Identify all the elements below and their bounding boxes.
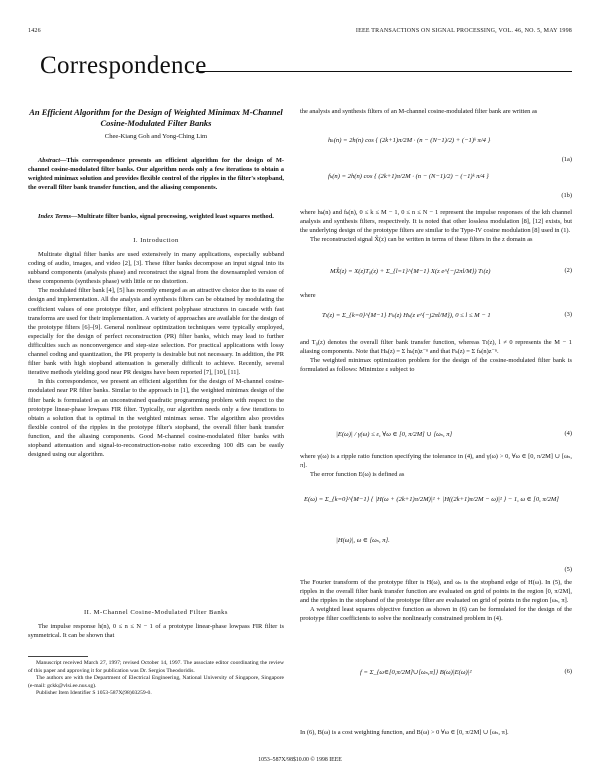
eq2-body: MX̂(z) = X(z)T₀(z) + Σ_{l=1}^{M−1} X(z e^{−j2πl/M}) Tₗ(z) [330,268,491,275]
section2-heading: II. M-Channel Cosine-Modulated Filter Banks [83,609,228,616]
footnote-manuscript: Manuscript received March 27, 1997; revised October 14, 1997. The associate editor coordinating the review of this paper and approving it for publication was Dr. Sergios Theodoridis. [28,660,284,674]
title-rule [196,71,572,72]
equation-5 [300,494,572,573]
index-terms-text: Multirate filter banks, signal processing, weighted least squares method. [77,213,274,220]
equation-6 [300,668,572,676]
eq6-number: (6) [564,668,572,675]
right-paragraph-8: The Fourier transform of the prototype filter is H(ω), and ωₛ is the stopband edge of H(ω). In (5), the ripples in the overall filter bank transfer function are evaluated on grid of points in the region [0, π/2M], and the ripples in the stopband of the prototype filter are evaluated on grid of points in the region [ωₛ, π]. [300,579,572,605]
section2-paragraph-1: The impulse response h(n), 0 ≤ n ≤ N − 1 of a prototype linear-phase lowpass FIR filter is symmetrical. It can be shown that [28,623,284,640]
right-paragraph-10: In (6), B(ω) is a cost weighting function, and B(ω) > 0 ∀ω ∈ [0, π/2M] ∪ [ωₛ, π]. [300,729,509,736]
intro-paragraph-3: In this correspondence, we present an efficient algorithm for the design of M-channel cosine-modulated near PR filter banks. Similar to the approach in [1], the weighted minimax design of the filter bank is formulated as an unconstrained quadratic programming problem with respect to the prototype linear-phase lowpass FIR filter. Typically, our algorithm needs only a few iterations to obtain a solution that is optimal in the weighted minimax sense. The algorithm also provides flexible control of the ripples in the prototype filter's stopband, the overall filter bank transfer function, and the aliasing components. Good M-channel cosine-modulated filter banks with stopband attenuation and signal-to-reconstruction-noise ratio exceeding 100 dB can be easily designed using our algorithm. [28,378,284,459]
eq4-number: (4) [564,430,572,437]
equation-3 [300,311,572,319]
eq6-body: f = Σ_{ω∈[0,π/2M]∪[ωₛ,π]} B(ω)|E(ω)|² [360,669,472,676]
right-paragraph-1: the analysis and synthesis filters of an M-channel cosine-modulated filter bank are written as [300,108,538,115]
section2-body [28,622,284,640]
equation-2 [300,267,572,275]
section-title: Correspondence [40,52,207,79]
eq5-line-1: E(ω) = Σ_{k=0}^{M−1} { |H(ω + (2k+1)π/2M)|² + |H((2k+1)π/2M − ω)|² } − 1, ω ∈ [0, π/2M] [304,496,559,503]
equation-1b [300,172,572,199]
right-body-4 [300,578,572,623]
equation-1a [300,136,572,163]
eq2-number: (2) [564,267,572,274]
eq1b-number: (1b) [561,192,572,199]
footnotes [28,660,284,698]
footnote-pii: Publisher Item Identifier S 1053-587X(98)03259-0. [36,690,152,697]
eq1b-lhs: fₖ(n) = 2h(n) cos [328,173,373,180]
right-body-1 [300,208,572,244]
page-number: 1426 [28,28,41,34]
right-paragraph-3: The reconstructed signal X̂(z) can be written in terms of these filters in the z domain as [310,236,533,244]
equation-4 [300,430,572,438]
right-paragraph-7: The error function E(ω) is defined as [310,471,405,479]
right-paragraph-2: where hₖ(n) and fₖ(n), 0 ≤ k ≤ M − 1, 0 ≤ n ≤ N − 1 represent the impulse responses of the kth channel analysis and synthesis filters, respectively. It is noted that other lossless modulation [8], [12] exists, but the underlying design of the prototype filters are similar to the Type-IV cosine modulation [8] used in (1). [300,209,572,235]
eq1a-rhs: { (2k+1)π/2M · (n − (N−1)/2) + (−1)ᵏ π/4 } [375,137,491,144]
index-terms [28,212,284,221]
footnote-affiliation: The authors are with the Department of Electrical Engineering, National University of Singapore, Singapore (e-mail: gckk@vlsi.ee.nus.sg). [28,675,284,689]
journal-name: IEEE TRANSACTIONS ON SIGNAL PROCESSING, VOL. 46, NO. 5, MAY 1998 [355,28,572,34]
paper-title: An Efficient Algorithm for the Design of Weighted Minimax M-Channel Cosine-Modulated Filter Banks [29,107,283,128]
right-paragraph-4: and T₀(z) denotes the overall filter bank transfer function, whereas Tₗ(z), l ≠ 0 represents the M − 1 aliasing components. Note that Hₖ(z) = Σ hₖ(n)z⁻ⁿ and that Fₖ(z) = Σ fₖ(n)z⁻ⁿ. [300,339,572,356]
eq3-number: (3) [564,311,572,318]
right-paragraph-6: where γ(ω) is a ripple ratio function specifying the tolerance in (4), and γ(ω) > 0, ∀ω ∈ [0, π/2M] ∪ [ωₛ, π]. [300,453,572,470]
intro-body [28,250,284,459]
right-column-intro [300,107,572,116]
abstract [28,156,284,192]
right-body-5 [300,728,572,737]
abstract-label: Abstract— [38,157,67,164]
intro-heading: I. Introduction [133,237,179,244]
intro-paragraph-2: The modulated filter bank [4], [5] has recently emerged as an attractive choice due to its ease of design and implementation. All the analysis and synthesis filters can be obtained by modulating the coefficient values of one prototype filter, and efficient polyphase structures in cascade with fast transforms are used for their implementation. A variety of approaches are available for the design of the prototype filters [6]–[9]. General nonlinear optimization techniques were typically employed, especially for the design of perfect reconstruction (PR) filter banks, which may lead to further difficulties such as nonconvergence and step-size selection. For practical applications with lossy channel coding and quantization, the PR property is desirable but not necessary. In addition, the PR filter bank with high stopband attenuation is generally difficult to achieve. Recently, several iterative methods yielding good near PR designs have been reported [7], [10], [11]. [28,287,284,377]
where-label: where [300,292,316,299]
right-paragraph-5: The weighted minimax optimization problem for the design of the cosine-modulated filter bank is formulated as follows: Minimize ε subject to [300,357,572,374]
eq5-line-2: |H(ω)|, ω ∈ [ωₛ, π]. [336,537,390,544]
eq4-body: |E(ω)| / γ(ω) ≤ ε, ∀ω ∈ [0, π/2M] ∪ [ωₛ, π] [336,431,453,438]
eq5-number: (5) [564,566,572,573]
right-body-3 [300,452,572,479]
page-footer: 1053–587X/98$10.00 © 1998 IEEE [258,757,342,763]
intro-paragraph-1: Multirate digital filter banks are used extensively in many applications, especially subband coding of audio, images, and video [2], [3]. These filter banks decompose an input signal into its subband components (analysis phase) and reconstruct the signal from the downsampled version of these components (synthesis phase) with little or no distortion. [28,251,284,286]
abstract-text: This correspondence presents an efficient algorithm for the design of M-channel cosine-modulated filter banks. Our algorithm needs only a few iterations to obtain a weighted minimax solution and provides flexible control of the ripples in the filter's stopband, the overall filter bank transfer function, and the aliasing components. [28,157,284,192]
index-terms-label: Index Terms— [38,213,78,220]
eq3-body: Tₗ(z) = Σ_{k=0}^{M−1} Fₖ(z) Hₖ(z e^{−j2πl/M}), 0 ≤ l ≤ M − 1 [322,312,491,319]
eq1a-number: (1a) [561,156,572,163]
right-paragraph-9: A weighted least squares objective function as shown in (6) can be formulated for the design of the prototype filter coefficients to solve the nonlinearly constrained problem in (4). [300,606,572,623]
right-body-2 [300,338,572,374]
eq1b-rhs: { (2k+1)π/2M · (n − (N−1)/2) − (−1)ᵏ π/4 } [374,173,489,180]
paper-authors: Chee-Kiang Goh and Yong-Ching Lim [104,133,208,140]
eq1a-lhs: hₖ(n) = 2h(n) cos [328,137,374,144]
footnote-rule [28,656,88,657]
